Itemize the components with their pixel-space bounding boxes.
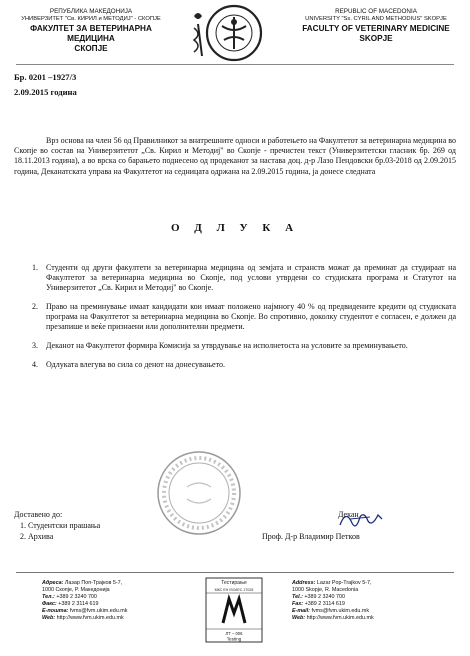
footer-address: Лазар Поп-Трајков 5-7, [64,580,123,586]
header-university: УНИВЕРЗИТЕТ "Св. КИРИЛ и МЕТОДИЈ" - СКОПЈЕ [21,15,161,22]
header-city-en: SKOPJE [359,33,393,43]
footer-city-en: 1000 Skopje, R. Macedonia [292,587,359,594]
header-left-block [16,8,166,54]
list-item-number: 3. [32,341,38,350]
cert-standard-label: МКС ЕН ISO/IEC 17025 [214,588,254,592]
list-item [32,263,456,293]
list-item [32,360,456,370]
footer-fax: +389 2 3114 619 [58,601,99,608]
footer-email: fvms@fvm.ukim.edu.mk [69,608,128,615]
footer-tel: +389 2 3240 700 [56,594,97,601]
official-stamp-icon [155,449,243,537]
accreditation-logo-icon [223,599,245,623]
list-item-text: Студенти од други факултети за ветеринарна медицина од земјата и странств можат да преминат да студираат на Факултетот за ветеринарна медицина во Скопје, под услови утврдени со студиската програма и Статутот на Универзитетот „Св. Кирил и Методиј" во Скопје. [46,263,456,292]
signature-role: Декан [338,510,359,519]
list-item-text: Деканот на Факултетот формира Комисија за утврдување на исполнетоста на условите за преминувањето. [46,341,408,350]
document-title: О Д Л У К А [170,222,300,234]
list-item-number: 2. [32,302,38,311]
footer-address-en: Lazar Pop-Trajkov 5-7, [316,580,372,586]
footer-email-en: fvms@fvm.ukim.edu.mk [311,608,370,615]
footer-tel-label: Тел.: [42,594,55,601]
header-city: СКОПЈЕ [74,43,108,53]
document-number: Бр. 0201 –1927/3 [14,72,77,82]
header-university-en: UNIVERSITY "Ss. CYRIL AND METHODIUS" SKOPJE [305,15,447,22]
footer-email-label-en: E-mail: [292,608,310,615]
accreditation-badge [205,577,263,643]
faculty-seal-icon [184,4,284,62]
footer-web: http://www.fvm.ukim.edu.mk [56,615,124,622]
list-item [32,341,456,351]
list-item-text: Право на преминување имаат кандидати кои имаат положено најмногу 40 % од предвидените кредити од студиската програма на Факултетот за ветеринарна медицина во Скопје. Во спротивно, доколку студентот е согласен, е должен да презапише и веќе признаени или дополнителни предмети. [46,302,456,331]
intro-paragraph: Врз основа на член 56 од Правилникот за внатрешните односи и работењето на Факултетот за ветеринарна медицина во Скопје во состав на Универзитетот „Св. Кирил и Методиј" во Скопје - пречистен текст (Универзитетски гласник бр. 269 од 18.11.2013 година), а во врска со барањето поднесено од продеканот за настава доц. д-р Лазо Пендовски бр.03-2018 од 2.09.2015 година, Деканатската управа на Факултетот на седницата одржана на 2.09.2015 година, ја донесе следната [14,136,456,176]
recipients-label: Доставено до: [14,510,63,519]
signature-icon [336,507,386,531]
footer-web-label-en: Web: [292,615,306,622]
header-faculty: ФАКУЛТЕТ ЗА ВЕТЕРИНАРНА МЕДИЦИНА [30,23,152,43]
header-country-en: REPUBLIC OF MACEDONIA [335,8,417,15]
footer-web-label: Web: [42,615,56,622]
cert-bottom-label: Testing [226,636,242,642]
footer-contact-mk [42,580,162,622]
list-item-number: 1. [32,263,38,272]
footer-fax-en: +389 2 3114 619 [304,601,345,608]
header-right-block [296,8,456,44]
footer-tel-label-en: Tel.: [292,594,303,601]
footer-contact-en [292,580,422,622]
header-country: РЕПУБЛИКА МАКЕДОНИЈА [49,8,133,15]
list-item [32,302,456,332]
recipient-item: 1. Студентски прашања [20,521,101,531]
recipient-item: 2. Архива [20,532,54,542]
recipients-block [14,509,100,543]
footer-web-en: http://www.fvm.ukim.edu.mk [306,615,374,622]
signatory-name: Проф. Д-р Владимир Петков [262,532,360,541]
footer-divider [16,572,454,573]
header-divider [16,64,454,65]
footer-email-label: Е-пошта: [42,608,69,615]
footer-address-label-en: Address: [292,580,316,586]
footer-address-label: Адреса: [42,580,64,586]
footer-tel-en: +389 2 3240 700 [304,594,346,601]
footer-fax-label-en: Fax: [292,601,304,608]
decision-list [32,263,456,379]
list-item-number: 4. [32,360,38,369]
cert-number: ЛТ – 006 [225,631,243,636]
cert-top-label: Тестирање [221,580,247,586]
header-faculty-en: FACULTY OF VETERINARY MEDICINE [302,23,450,33]
footer-city: 1000 Скопје, Р. Македонија [42,587,110,594]
document-date: 2.09.2015 година [14,87,77,97]
list-item-text: Одлуката влегува во сила со денот на донесувањето. [46,360,225,369]
footer-fax-label: Факс: [42,601,57,608]
